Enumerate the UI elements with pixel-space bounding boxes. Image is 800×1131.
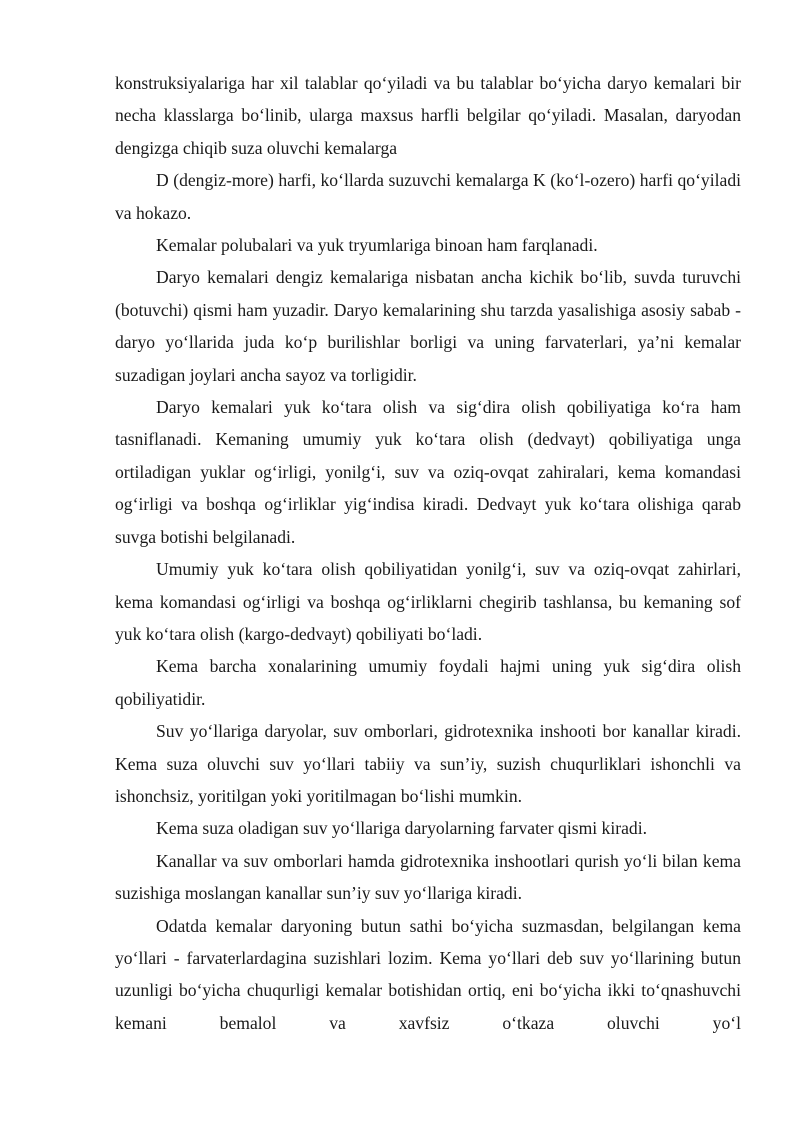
paragraph-6: Umumiy yuk ko‘tara olish qobiliyatidan yonilg‘i, suv va oziq-ovqat zahirlari, kema komandasi og‘irligi va boshqa og‘irliklarni chegirib tashlansa, bu kemaning sof yuk ko‘tara olish (kargo-dedvayt) qobiliyati bo‘ladi. <box>115 559 741 644</box>
paragraph-10: Kanallar va suv omborlari hamda gidrotexnika inshootlari qurish yo‘li bilan kema suzishiga moslangan kanallar sun’iy suv yo‘llariga kiradi. <box>115 850 741 904</box>
paragraph-5: Daryo kemalari yuk ko‘tara olish va sig‘dira olish qobiliyatiga ko‘ra ham tasniflanadi. Kemaning umumiy yuk ko‘tara olish (dedvayt) qobiliyatiga unga ortiladigan yuklar og‘irligi, yonilg‘i, suv va oziq-ovqat zahiralari, kema komandasi og‘irligi va boshqa og‘irliklar yig‘indisa kiradi. Dedvayt yuk ko‘tara olishiga qarab suvga botishi belgilanadi. <box>115 397 741 547</box>
paragraph-2: D (dengiz-more) harfi, ko‘llarda suzuvchi kemalarga K (ko‘l-ozero) harfi qo‘yiladi va hokazo. <box>115 170 741 223</box>
document-page <box>115 67 741 1039</box>
paragraph-11: Odatda kemalar daryoning butun sathi bo‘yicha suzmasdan, belgilangan kema yo‘llari - farvaterlardagina suzishlari lozim. Kema yo‘llari deb suv yo‘llarining butun uzunligi bo‘yicha chuqurligi kemalar botishidan ortiq, eni bo‘yicha ikki to‘qnashuvchi kemani bemalol va xavfsiz o‘tkaza oluvchi yo‘l <box>115 915 741 1033</box>
paragraph-4: Daryo kemalari dengiz kemalariga nisbatan ancha kichik bo‘lib, suvda turuvchi (botuvchi) qismi ham yuzadir. Daryo kemalarining shu tarzda yasalishiga asosiy sabab - daryo yo‘llarida juda ko‘p burilishlar borligi va uning farvaterlari, ya’ni kemalar suzadigan joylari ancha sayoz va torligidir. <box>115 267 741 385</box>
paragraph-7: Kema barcha xonalarining umumiy foydali hajmi uning yuk sig‘dira olish qobiliyatidir. <box>115 656 741 709</box>
paragraph-9: Kema suza oladigan suv yo‘llariga daryolarning farvater qismi kiradi. <box>156 818 647 839</box>
paragraph-8: Suv yo‘llariga daryolar, suv omborlari, gidrotexnika inshooti bor kanallar kiradi. Kema suza oluvchi suv yo‘llari tabiiy va sun’iy, suzish chuqurliklari ishonchli va ishonchsiz, yoritilgan yoki yoritilmagan bo‘lishi mumkin. <box>115 721 741 806</box>
paragraph-3: Kemalar polubalari va yuk tryumlariga binoan ham farqlanadi. <box>156 235 598 256</box>
paragraph-1: konstruksiyalariga har xil talablar qo‘yiladi va bu talablar bo‘yicha daryo kemalari bir necha klasslarga bo‘linib, ularga maxsus harfli belgilar qo‘yiladi. Masalan, daryodan dengizga chiqib suza oluvchi kemalarga <box>115 73 741 158</box>
